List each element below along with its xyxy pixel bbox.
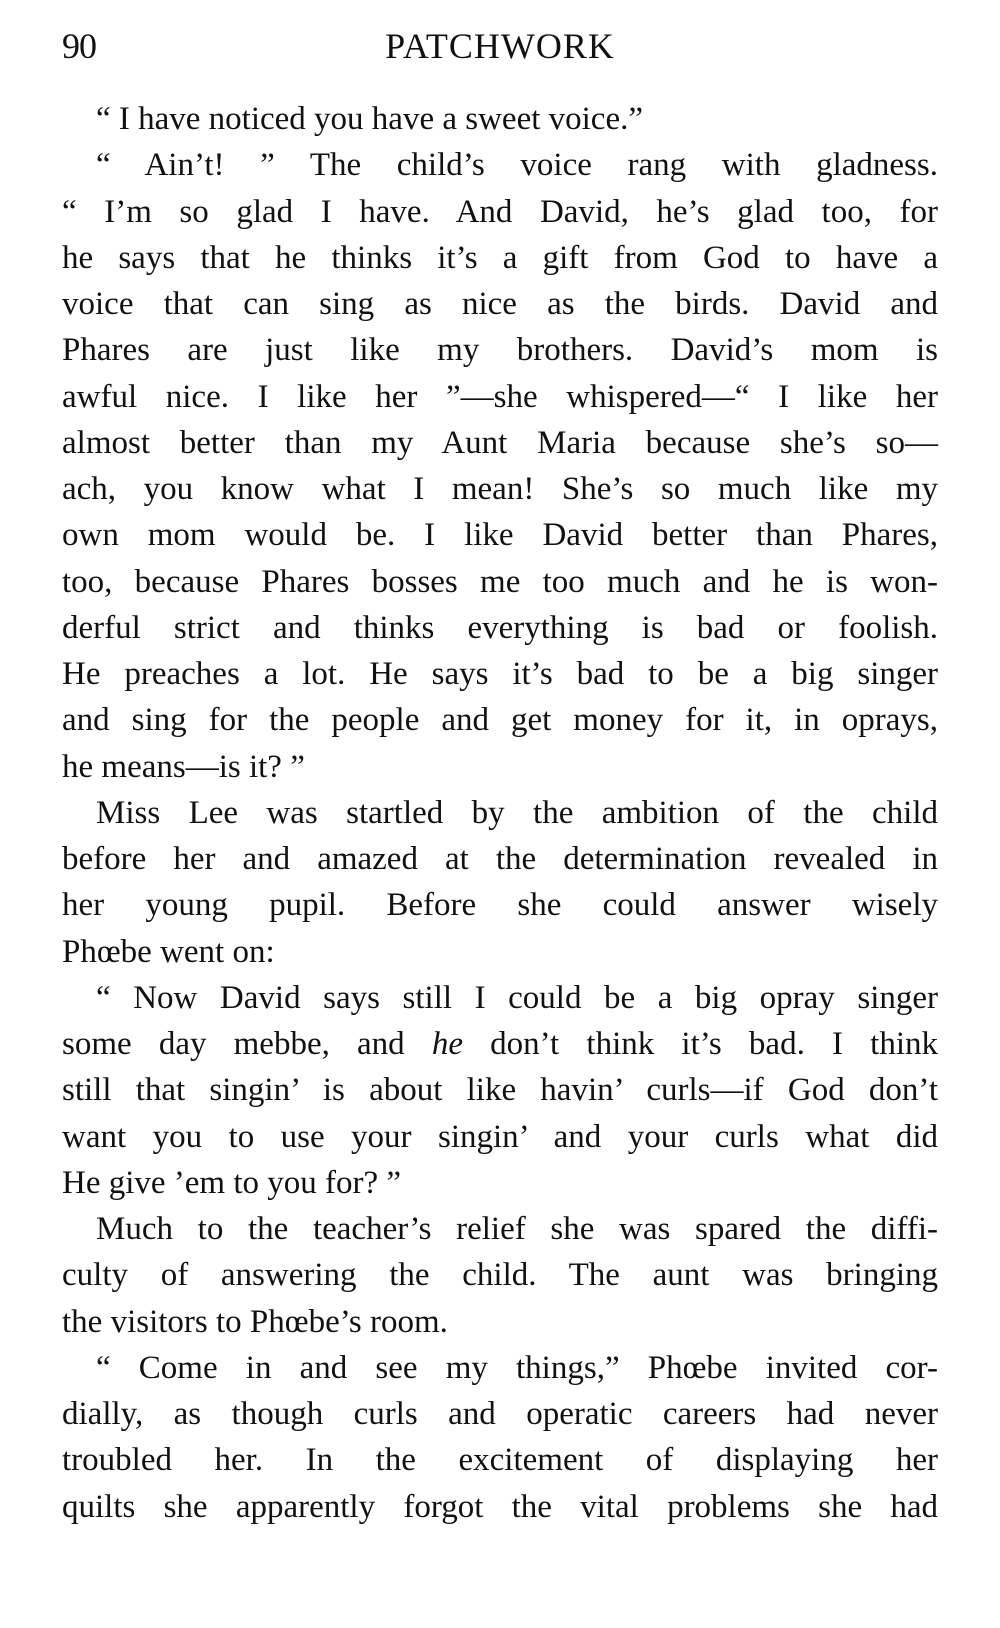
body-text bbox=[62, 96, 938, 1530]
text-line: He give ’em to you for? ” bbox=[62, 1164, 402, 1201]
running-title: PATCHWORK bbox=[385, 26, 615, 66]
text-line: Phœbe went on: bbox=[62, 933, 275, 970]
emphasized-word: he bbox=[431, 1026, 463, 1062]
text-line: Miss Lee was startled by the ambition of the child bbox=[96, 794, 938, 831]
text-line: culty of answering the child. The aunt was bringing bbox=[62, 1257, 938, 1294]
text-line: “ I’m so glad I have. And David, he’s glad too, for bbox=[62, 193, 938, 230]
text-line: too, because Phares bosses me too much and he is won- bbox=[62, 563, 938, 600]
text-line: before her and amazed at the determination revealed in bbox=[62, 841, 938, 877]
text-line: he means—is it? ” bbox=[62, 748, 305, 785]
text-line: dially, as though curls and operatic careers had never bbox=[62, 1396, 938, 1432]
text-line: derful strict and thinks everything is bad or foolish. bbox=[62, 609, 938, 646]
text-line: Phares are just like my brothers. David’s mom is bbox=[62, 332, 938, 369]
text-line: awful nice. I like her ”—she whispered—“ I like her bbox=[62, 378, 938, 415]
text-line: want you to use your singin’ and your curls what did bbox=[62, 1118, 938, 1155]
text-line: voice that can sing as nice as the birds. David and bbox=[62, 286, 938, 322]
text-line: her young pupil. Before she could answer wisely bbox=[62, 887, 938, 924]
text-line: own mom would be. I like David better than Phares, bbox=[62, 517, 938, 554]
text-line: “ Come in and see my things,” Phœbe invited cor- bbox=[96, 1349, 938, 1386]
text-line: still that singin’ is about like havin’ curls—if God don’t bbox=[62, 1072, 938, 1109]
text-line: He preaches a lot. He says it’s bad to be a big singer bbox=[62, 656, 938, 692]
text-segment: some day mebbe, and bbox=[62, 1026, 432, 1062]
text-line: Much to the teacher’s relief she was spared the diffi- bbox=[96, 1211, 938, 1247]
text-line: the visitors to Phœbe’s room. bbox=[62, 1303, 448, 1340]
text-line: “ I have noticed you have a sweet voice.” bbox=[96, 101, 643, 137]
page-number: 90 bbox=[62, 26, 96, 66]
text-line: “ Now David says still I could be a big opray singer bbox=[96, 979, 938, 1016]
text-line: troubled her. In the excitement of displaying her bbox=[62, 1442, 938, 1479]
text-line: almost better than my Aunt Maria because she’s so— bbox=[62, 424, 938, 461]
text-line: he says that he thinks it’s a gift from God to have a bbox=[62, 239, 938, 276]
text-line: “ Ain’t! ” The child’s voice rang with gladness. bbox=[96, 147, 938, 184]
text-segment: don’t think it’s bad. I think bbox=[463, 1026, 938, 1062]
text-line: and sing for the people and get money for it, in oprays, bbox=[62, 702, 938, 739]
text-line bbox=[62, 1021, 938, 1067]
text-line: quilts she apparently forgot the vital problems she had bbox=[62, 1488, 938, 1525]
text-line: ach, you know what I mean! She’s so much like my bbox=[62, 471, 938, 507]
